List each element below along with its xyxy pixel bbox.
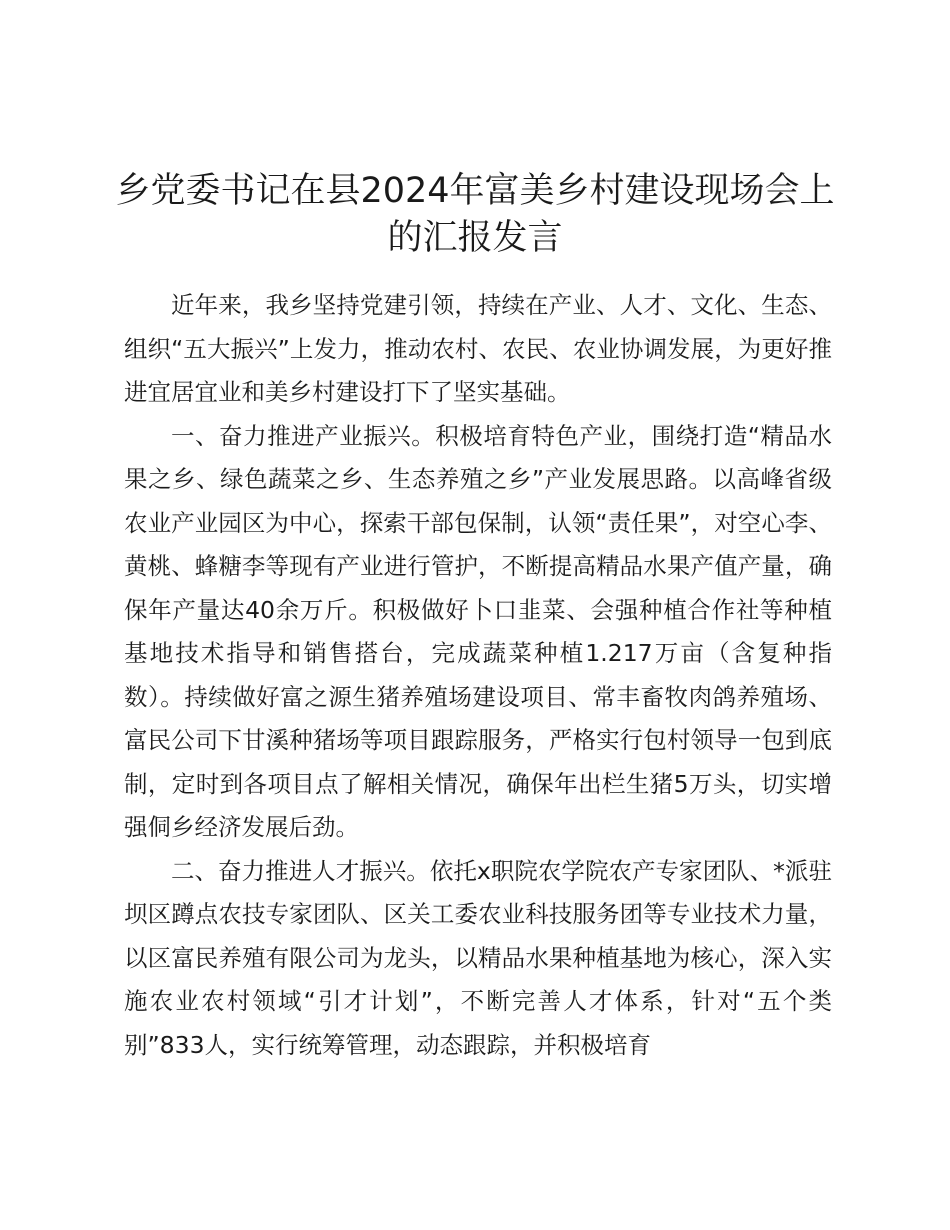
paragraph-intro: 近年来，我乡坚持党建引领，持续在产业、人才、文化、生态、组织“五大振兴”上发力，推动农村、农民、农业协调发展，为更好推进宜居宜业和美乡村建设打下了坚实基础。 (124, 291, 832, 406)
paragraph-talent-revitalization: 二、奋力推进人才振兴。依托x职院农学院农产专家团队、*派驻坝区蹲点农技专家团队、区关工委农业科技服务团等专业技术力量，以区富民养殖有限公司为龙头，以精品水果种植基地为核心，深入实施农业农村领域“引才计划”，不断完善人才体系，针对“五个类别”833人，实行统筹管理，动态跟踪，并积极培育 (124, 856, 832, 1059)
paragraph-industry-revitalization: 一、奋力推进产业振兴。积极培育特色产业，围绕打造“精品水果之乡、绿色蔬菜之乡、生态养殖之乡”产业发展思路。以高峰省级农业产业园区为中心，探索干部包保制，认领“责任果”，对空心李、黄桃、蜂糖李等现有产业进行管护，不断提高精品水果产值产量，确保年产量达40余万斤。积极做好卜口韭菜、会强种植合作社等种植基地技术指导和销售搭台，完成蔬菜种植1.217万亩（含复种指数）。持续做好富之源生猪养殖场建设项目、常丰畜牧肉鸽养殖场、富民公司下甘溪种猪场等项目跟踪服务，严格实行包村领导一包到底制，定时到各项目点了解相关情况，确保年出栏生猪5万头，切实增强侗乡经济发展后劲。 (124, 421, 832, 841)
document-title: 乡党委书记在县2024年富美乡村建设现场会上的汇报发言 (115, 171, 835, 258)
document-body (124, 284, 832, 1067)
